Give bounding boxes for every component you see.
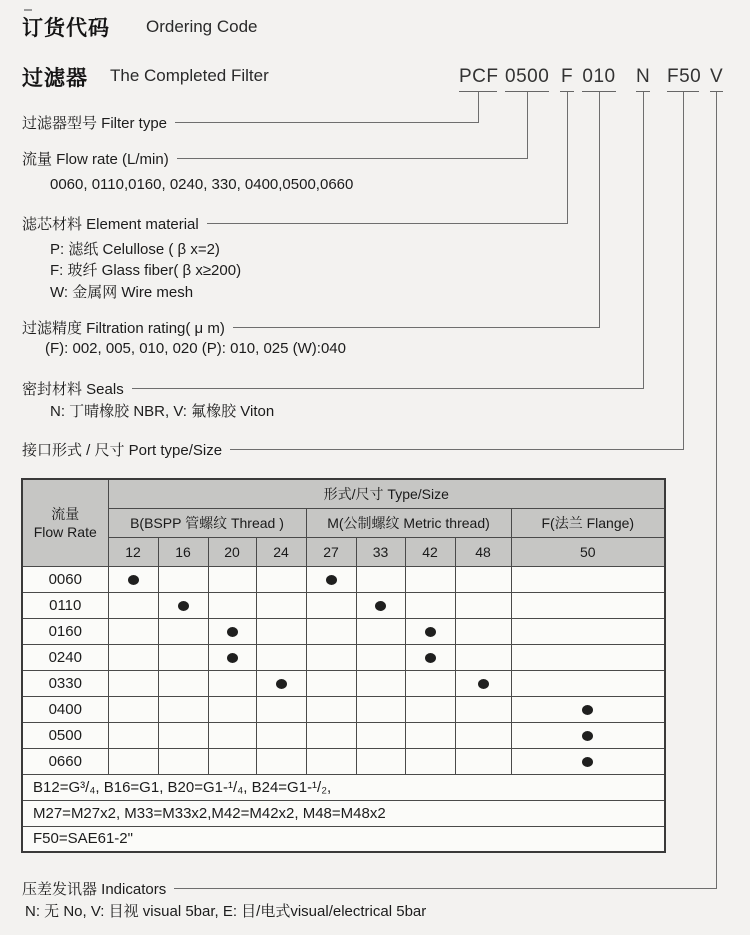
group-header-flange: F(法兰 Flange) xyxy=(511,508,665,537)
flow-rate-cell: 0660 xyxy=(22,748,108,774)
footnote-flange: F50=SAE61-2" xyxy=(22,826,665,852)
table-row xyxy=(22,566,665,592)
footnote-metric: M27=M27x2, M33=M33x2,M42=M42x2, M48=M48x2 xyxy=(22,800,665,826)
product-title-en: The Completed Filter xyxy=(110,66,269,85)
flow-rate-header-cn: 流量 xyxy=(51,505,80,522)
availability-dot xyxy=(227,653,238,663)
availability-cell xyxy=(511,592,665,618)
table-row xyxy=(22,670,665,696)
size-header: 48 xyxy=(455,537,511,566)
table-row xyxy=(22,592,665,618)
size-header: 20 xyxy=(208,537,256,566)
availability-cell xyxy=(306,644,356,670)
indicators-options: N: 无 No, V: 目视 visual 5bar, E: 目/电式visual/electrical 5bar xyxy=(25,903,427,920)
availability-cell xyxy=(108,618,158,644)
connector-vline-port-size xyxy=(683,92,684,450)
availability-cell xyxy=(208,592,256,618)
availability-cell xyxy=(158,670,208,696)
leader-line xyxy=(230,449,683,450)
flow-rate-header-en: Flow Rate xyxy=(33,523,97,540)
availability-cell xyxy=(256,618,306,644)
type-size-header: 形式/尺寸 Type/Size xyxy=(108,479,665,508)
availability-cell xyxy=(405,618,455,644)
availability-cell xyxy=(306,748,356,774)
flow-rate-values: 0060, 0110,0160, 0240, 330, 0400,0500,0660 xyxy=(50,176,354,193)
availability-cell xyxy=(208,722,256,748)
availability-cell xyxy=(356,670,405,696)
availability-cell xyxy=(356,644,405,670)
legend-label-element-material: 滤芯材料 Element material xyxy=(22,215,199,233)
availability-cell xyxy=(108,748,158,774)
leader-line xyxy=(177,158,527,159)
footnote-row-metric xyxy=(22,800,665,826)
element-material-option-p: P: 滤纸 Celullose ( β x=2) xyxy=(50,241,220,258)
connector-vline-indicator xyxy=(716,92,717,889)
table-header-row-sizes xyxy=(22,537,665,566)
connector-vline-element-material xyxy=(567,92,568,224)
availability-cell xyxy=(356,592,405,618)
footnote-row-flange xyxy=(22,826,665,852)
connector-vline-filtration-rating xyxy=(599,92,600,328)
availability-dot xyxy=(425,627,436,637)
leader-line xyxy=(207,223,567,224)
element-material-option-w: W: 金属网 Wire mesh xyxy=(50,284,194,301)
availability-cell xyxy=(306,670,356,696)
availability-dot xyxy=(375,601,386,611)
legend-label-port-size: 接口形式 / 尺寸 Port type/Size xyxy=(22,441,223,459)
availability-cell xyxy=(158,696,208,722)
availability-cell xyxy=(511,644,665,670)
availability-cell xyxy=(306,592,356,618)
legend-row-indicators xyxy=(22,877,716,899)
availability-cell xyxy=(356,722,405,748)
footnote-row-bspp xyxy=(22,774,665,800)
availability-cell xyxy=(356,696,405,722)
product-title-cn: 过滤器 xyxy=(22,67,88,90)
group-header-metric: M(公制螺纹 Metric thread) xyxy=(306,508,511,537)
size-header: 12 xyxy=(108,537,158,566)
availability-cell xyxy=(158,618,208,644)
size-header: 16 xyxy=(158,537,208,566)
availability-cell xyxy=(158,748,208,774)
availability-cell xyxy=(405,670,455,696)
availability-cell xyxy=(208,748,256,774)
element-material-option-f: F: 玻纤 Glass fiber( β x≥200) xyxy=(50,262,242,279)
availability-cell xyxy=(306,618,356,644)
availability-cell xyxy=(455,670,511,696)
table-header-row-1 xyxy=(22,479,665,508)
legend-label-filter-type: 过滤器型号 Filter type xyxy=(22,114,168,132)
code-segment-port-size: F50 xyxy=(667,66,699,92)
availability-dot xyxy=(582,731,593,741)
page-title-cn: 订货代码 xyxy=(22,17,110,40)
leader-line xyxy=(175,122,478,123)
code-segment-flow-rate: 0500 xyxy=(505,66,549,92)
availability-cell xyxy=(306,566,356,592)
availability-cell xyxy=(108,670,158,696)
availability-cell xyxy=(256,644,306,670)
availability-cell xyxy=(455,696,511,722)
legend-row-filter-type xyxy=(22,111,478,133)
availability-cell xyxy=(158,722,208,748)
availability-cell xyxy=(455,566,511,592)
code-segment-element-material: F xyxy=(560,66,574,92)
leader-line xyxy=(233,327,599,328)
table-row xyxy=(22,644,665,670)
code-segment-seals: N xyxy=(636,66,650,92)
table-header-row-2 xyxy=(22,508,665,537)
availability-cell xyxy=(356,748,405,774)
availability-dot xyxy=(326,575,337,585)
availability-cell xyxy=(306,722,356,748)
availability-cell xyxy=(256,722,306,748)
flow-rate-cell: 0160 xyxy=(22,618,108,644)
availability-cell xyxy=(511,618,665,644)
availability-dot xyxy=(582,705,593,715)
connector-vline-seals xyxy=(643,92,644,389)
table-row xyxy=(22,722,665,748)
availability-cell xyxy=(405,566,455,592)
availability-cell xyxy=(455,722,511,748)
availability-cell xyxy=(455,592,511,618)
availability-dot xyxy=(276,679,287,689)
availability-cell xyxy=(158,644,208,670)
availability-cell xyxy=(108,566,158,592)
availability-cell xyxy=(455,748,511,774)
flow-table-body xyxy=(22,566,665,774)
availability-cell xyxy=(511,722,665,748)
port-size-matrix-table xyxy=(21,478,666,853)
legend-label-filtration-rating: 过滤精度 Filtration rating( μ m) xyxy=(22,319,225,337)
availability-cell xyxy=(511,670,665,696)
page-title-en: Ordering Code xyxy=(146,17,258,36)
connector-vline-flow-rate xyxy=(527,92,528,159)
table-row xyxy=(22,748,665,774)
table-row xyxy=(22,618,665,644)
availability-cell xyxy=(405,592,455,618)
availability-cell xyxy=(256,592,306,618)
availability-cell xyxy=(455,644,511,670)
size-header: 24 xyxy=(256,537,306,566)
size-header: 50 xyxy=(511,537,665,566)
availability-cell xyxy=(511,696,665,722)
availability-cell xyxy=(208,566,256,592)
availability-cell xyxy=(405,696,455,722)
flow-rate-cell: 0110 xyxy=(22,592,108,618)
availability-cell xyxy=(256,696,306,722)
availability-dot xyxy=(128,575,139,585)
connector-vline-filter-type xyxy=(478,92,479,123)
table-row xyxy=(22,696,665,722)
availability-cell xyxy=(455,618,511,644)
size-header: 33 xyxy=(356,537,405,566)
availability-cell xyxy=(208,644,256,670)
availability-cell xyxy=(511,748,665,774)
flow-rate-cell: 0400 xyxy=(22,696,108,722)
legend-row-flow-rate xyxy=(22,147,527,169)
availability-cell xyxy=(208,696,256,722)
group-header-bspp: B(BSPP 管螺纹 Thread ) xyxy=(108,508,306,537)
leader-line xyxy=(174,888,716,889)
size-header: 42 xyxy=(405,537,455,566)
legend-label-seals: 密封材料 Seals xyxy=(22,380,124,398)
code-segment-filtration-rating: 010 xyxy=(582,66,616,92)
availability-cell xyxy=(108,592,158,618)
flow-rate-header-cell xyxy=(22,479,108,566)
availability-cell xyxy=(256,566,306,592)
availability-dot xyxy=(425,653,436,663)
filtration-rating-values: (F): 002, 005, 010, 020 (P): 010, 025 (W):040 xyxy=(45,340,346,357)
legend-row-port-size xyxy=(22,438,683,460)
flow-rate-cell: 0240 xyxy=(22,644,108,670)
availability-cell xyxy=(356,566,405,592)
flow-rate-cell: 0060 xyxy=(22,566,108,592)
availability-dot xyxy=(227,627,238,637)
legend-row-filtration-rating xyxy=(22,316,599,338)
availability-cell xyxy=(208,618,256,644)
availability-cell xyxy=(108,696,158,722)
flow-rate-cell: 0500 xyxy=(22,722,108,748)
availability-cell xyxy=(405,722,455,748)
availability-cell xyxy=(405,644,455,670)
legend-row-element-material xyxy=(22,212,567,234)
size-header: 27 xyxy=(306,537,356,566)
seals-options: N: 丁晴橡胶 NBR, V: 氟橡胶 Viton xyxy=(50,403,275,420)
availability-cell xyxy=(356,618,405,644)
availability-dot xyxy=(178,601,189,611)
scan-artifact-dash xyxy=(24,9,32,11)
availability-cell xyxy=(306,696,356,722)
availability-cell xyxy=(158,592,208,618)
availability-dot xyxy=(478,679,489,689)
availability-cell xyxy=(208,670,256,696)
availability-cell xyxy=(108,722,158,748)
availability-cell xyxy=(108,644,158,670)
footnote-bspp: B12=G³/₄, B16=G1, B20=G1-¹/₄, B24=G1-¹/₂, xyxy=(22,774,665,800)
legend-row-seals xyxy=(22,377,643,399)
leader-line xyxy=(132,388,643,389)
availability-cell xyxy=(256,748,306,774)
availability-cell xyxy=(405,748,455,774)
code-segment-indicator: V xyxy=(710,66,723,92)
code-segment-filter-type: PCF xyxy=(459,66,497,92)
flow-rate-cell: 0330 xyxy=(22,670,108,696)
availability-cell xyxy=(256,670,306,696)
legend-label-indicators: 压差发讯器 Indicators xyxy=(22,880,167,898)
availability-cell xyxy=(511,566,665,592)
availability-dot xyxy=(582,757,593,767)
legend-label-flow-rate: 流量 Flow rate (L/min) xyxy=(22,150,169,168)
availability-cell xyxy=(158,566,208,592)
